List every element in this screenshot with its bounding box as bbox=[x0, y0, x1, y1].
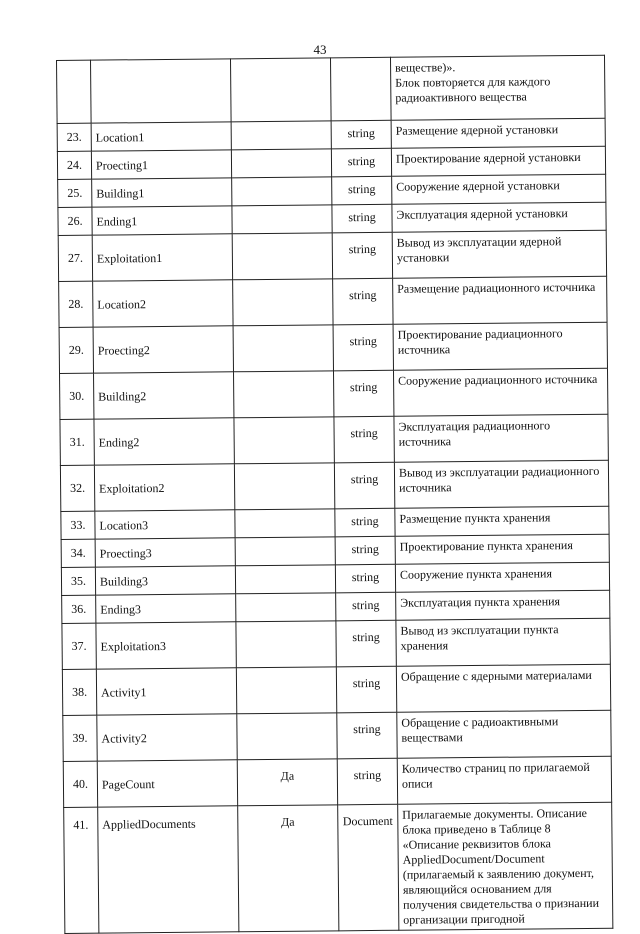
type-cell: string bbox=[333, 370, 393, 417]
description-cell: Обращение с радиоактивными веществами bbox=[397, 710, 611, 758]
type-cell: string bbox=[332, 176, 392, 205]
row-number-cell: 39. bbox=[63, 715, 97, 761]
field-name-cell: Exploitation3 bbox=[96, 622, 236, 669]
description-cell: Сооружение радиационного источника bbox=[393, 368, 607, 416]
type-cell: string bbox=[331, 148, 391, 177]
description-cell: Проектирование пункта хранения bbox=[395, 534, 609, 564]
field-name-cell: Ending3 bbox=[96, 594, 236, 623]
page-number: 43 bbox=[313, 42, 327, 57]
field-name-cell: Proecting1 bbox=[91, 150, 231, 179]
required-cell bbox=[236, 621, 336, 668]
type-cell: string bbox=[335, 564, 395, 593]
row-number-cell: 24. bbox=[57, 151, 91, 179]
type-cell: string bbox=[331, 120, 391, 149]
row-number-cell: 32. bbox=[60, 465, 94, 511]
required-cell bbox=[232, 177, 332, 206]
row-number-cell: 27. bbox=[58, 235, 92, 281]
field-name-cell: Location2 bbox=[93, 280, 233, 327]
row-number-cell: 35. bbox=[61, 567, 95, 595]
type-cell: string bbox=[337, 758, 397, 805]
field-name-cell: Location3 bbox=[95, 510, 235, 539]
type-cell: string bbox=[337, 712, 397, 759]
required-cell bbox=[235, 509, 335, 538]
table-row bbox=[62, 618, 610, 669]
table-body bbox=[57, 55, 613, 933]
field-name-cell: Ending1 bbox=[92, 206, 232, 235]
required-cell bbox=[231, 121, 331, 150]
table-row bbox=[63, 756, 611, 807]
row-number-cell: 29. bbox=[59, 327, 93, 373]
required-cell bbox=[234, 371, 334, 418]
type-cell: string bbox=[332, 204, 392, 233]
required-cell bbox=[236, 667, 336, 714]
required-cell bbox=[232, 233, 332, 280]
table-row bbox=[59, 322, 607, 373]
description-cell: Эксплуатация ядерной установки bbox=[392, 202, 606, 232]
table-row bbox=[62, 664, 610, 715]
required-cell bbox=[234, 463, 334, 510]
type-cell: string bbox=[333, 278, 393, 325]
type-cell: string bbox=[334, 416, 394, 463]
description-cell: Количество страниц по прилагаемой описи bbox=[397, 756, 611, 804]
type-cell: string bbox=[333, 324, 393, 371]
row-number-cell: 33. bbox=[61, 511, 95, 539]
description-cell: Вывод из эксплуатации пункта хранения bbox=[396, 618, 610, 666]
table-row-continuation bbox=[57, 55, 606, 123]
table-row bbox=[60, 414, 608, 465]
type-cell bbox=[330, 57, 391, 121]
required-cell bbox=[233, 325, 333, 372]
description-cell: Размещение радиационного источника bbox=[393, 276, 607, 324]
type-cell: string bbox=[336, 666, 396, 713]
row-number-cell: 40. bbox=[63, 761, 97, 807]
requisites-table-wrapper bbox=[56, 55, 613, 934]
required-cell: Да bbox=[238, 805, 339, 932]
required-cell bbox=[232, 205, 332, 234]
requisites-table bbox=[56, 55, 613, 934]
description-cell: Вывод из эксплуатации ядерной установки bbox=[392, 230, 606, 278]
field-name-cell: PageCount bbox=[97, 760, 237, 807]
type-cell: string bbox=[336, 620, 396, 667]
field-name-cell: Proecting2 bbox=[93, 326, 233, 373]
type-cell: string bbox=[335, 508, 395, 537]
type-cell: string bbox=[332, 232, 392, 279]
table-row bbox=[58, 230, 606, 281]
field-name-cell: Activity2 bbox=[97, 714, 237, 761]
description-cell: Проектирование радиационного источника bbox=[393, 322, 607, 370]
row-number-cell: 37. bbox=[62, 623, 96, 669]
description-cell: Прилагаемые документы. Описание блока приведено в Таблице 8 «Описание реквизитов блока AppliedDocument/Document (прилагаемый к заявлению документ, являющийся основанием для получения свидетельства о признании организации пригодной bbox=[398, 802, 613, 930]
field-name-cell: Exploitation2 bbox=[94, 464, 234, 511]
field-name-cell: AppliedDocuments bbox=[98, 806, 239, 933]
description-cell: Эксплуатация пункта хранения bbox=[396, 590, 610, 620]
field-name-cell: Ending2 bbox=[94, 418, 234, 465]
description-cell: Размещение ядерной установки bbox=[391, 118, 605, 148]
field-name-cell: Location1 bbox=[91, 122, 231, 151]
description-cell: Эксплуатация радиационного источника bbox=[394, 414, 608, 462]
row-number-cell: 28. bbox=[59, 281, 93, 327]
type-cell: Document bbox=[338, 804, 399, 931]
description-cell: Размещение пункта хранения bbox=[395, 506, 609, 536]
field-name-cell: Exploitation1 bbox=[92, 234, 232, 281]
required-cell bbox=[237, 713, 337, 760]
row-number-cell: 30. bbox=[60, 373, 94, 419]
row-number-cell: 38. bbox=[62, 669, 96, 715]
type-cell: string bbox=[334, 462, 394, 509]
field-name-cell bbox=[91, 59, 232, 123]
row-number-cell: 41. bbox=[64, 807, 99, 933]
description-cell: Сооружение ядерной установки bbox=[392, 174, 606, 204]
type-cell: string bbox=[336, 592, 396, 621]
description-cell: Сооружение пункта хранения bbox=[395, 562, 609, 592]
row-number-cell: 36. bbox=[62, 595, 96, 623]
row-number-cell: 34. bbox=[61, 539, 95, 567]
field-name-cell: Building3 bbox=[95, 566, 235, 595]
description-cell: Вывод из эксплуатации радиационного источника bbox=[394, 460, 608, 508]
table-row bbox=[64, 802, 613, 933]
row-number-cell: 26. bbox=[58, 207, 92, 235]
row-number-cell: 25. bbox=[58, 179, 92, 207]
table-row bbox=[63, 710, 611, 761]
row-number-cell: 23. bbox=[57, 123, 91, 151]
description-cell: Проектирование ядерной установки bbox=[391, 146, 605, 176]
field-name-cell: Building1 bbox=[92, 178, 232, 207]
required-cell bbox=[230, 58, 331, 122]
table-row bbox=[60, 460, 608, 511]
type-cell: string bbox=[335, 536, 395, 565]
table-row bbox=[59, 276, 607, 327]
required-cell bbox=[233, 279, 333, 326]
required-cell bbox=[231, 149, 331, 178]
description-cell: Обращение с ядерными материалами bbox=[396, 664, 610, 712]
required-cell bbox=[234, 417, 334, 464]
field-name-cell: Building2 bbox=[94, 372, 234, 419]
field-name-cell: Activity1 bbox=[96, 668, 236, 715]
description-cell: веществе)». Блок повторяется для каждого радиоактивного вещества bbox=[390, 55, 605, 120]
required-cell bbox=[235, 537, 335, 566]
field-name-cell: Proecting3 bbox=[95, 538, 235, 567]
required-cell bbox=[235, 565, 335, 594]
required-cell bbox=[236, 593, 336, 622]
row-number-cell: 31. bbox=[60, 419, 94, 465]
row-number-cell bbox=[57, 60, 92, 123]
required-cell: Да bbox=[237, 759, 337, 806]
table-row bbox=[60, 368, 608, 419]
